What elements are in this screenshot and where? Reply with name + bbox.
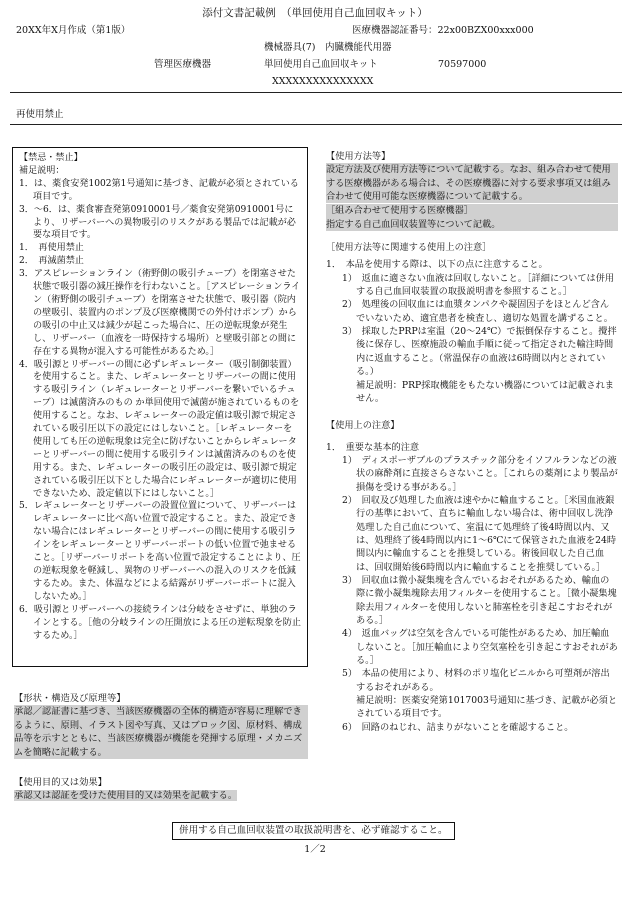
precaution-item: 1． 重要な基本的注意	[326, 441, 420, 453]
usage-note: 2） 処理後の回収血には血漿タンパクや凝固因子をほとんど含んでいないため、適宜患者を検査し、適切な処置を講ずること。	[342, 299, 613, 324]
page-number: 1／2	[304, 844, 326, 855]
usage-note: 1） 返血に適さない血液は回収しないこと。［詳細については併用する自己血回収装置の取扱説明書を参照すること。］	[342, 272, 615, 298]
header-divider-bottom	[10, 124, 622, 125]
prohibition-line: 2． 再滅菌禁止	[19, 256, 84, 267]
usage-note-supplement: 補足説明：PRP採取機能をもたない機器については記載されません。	[356, 379, 614, 404]
prohibition-line: 3．～6．は、薬食審査発第0910001号／薬食安発第0910001号により、リザーバーへの異物吸引のリスクがある製品では記載が必要な項目です。	[19, 204, 296, 241]
product-name: XXXXXXXXXXXXXXX	[272, 76, 374, 87]
combination-title: ［組み合わせて使用する医療機器］	[326, 204, 618, 217]
purpose-section	[14, 776, 308, 803]
prohibition-line: 補足説明：	[19, 165, 65, 176]
precaution-item: 5） 本品の使用により、材料のポリ塩化ビニルから可塑剤が溶出するおそれがある。	[342, 668, 610, 693]
prohibition-line: 1．は、薬食安発1002第1号通知に基づき、記載が必須とされている項目です。	[19, 178, 299, 202]
generic-name: 単回使用自己血回収キット	[264, 59, 378, 70]
prohibition-title: 【禁忌・禁止】	[19, 153, 83, 163]
form-structure-text: 承認／認証書に基づき、当該医療機器の全体的構造が容易に理解できるように、原則、イラスト図や写真、又はブロック図、原材料、構成品等を示すとともに、当該医療機器が機能を発揮する原理・メカニズムを簡略に記載する。	[14, 705, 308, 759]
created-date: 20XX年X月作成（第1版）	[16, 25, 131, 36]
prohibition-line: 3．アスピレーションライン（術野側の吸引チューブ）を閉塞させた状態で吸引器の減圧操作を行わないこと。［アスピレーションライン（術野側の吸引チューブ）を閉塞させた状態で、吸引器（院内の壁吸引、装置内のポンプ及び医療機関での外付けポンプ）からの吸引の中止又は減少が起こった場合に、圧の逆転現象が発生し、リザーバー（血液を一時保持する場所）と壁吸引部との間に存在する異物が混入する可能性があるため。］	[19, 269, 301, 357]
precautions-title: 【使用上の注意】	[326, 420, 400, 432]
form-structure-title: 【形状・構造及び原理等】	[14, 693, 126, 704]
purpose-title: 【使用目的又は効果】	[14, 777, 107, 788]
right-column	[326, 150, 618, 734]
header-divider-top	[10, 92, 622, 93]
reuse-prohibited: 再使用禁止	[16, 109, 64, 120]
usage-note: 3） 採取したPRPは室温（20～24℃）で振倒保存すること。攪拌後に保存し、医療施設の輸血手順に従って指定された輸注時間内に返血すること。（常温保存の血液は6時間以内とされている。）	[342, 326, 617, 378]
prohibition-line: 4．吸引源とリザーバーの間に必ずレギュレーター（吸引制御装置）を使用すること。また、レギュレーターとリザーバーの間に使用する吸引ライン（レギュレーターとリザーバーを繋いでいるチューブ）は滅菌済みのもの か単回使用で滅菌が施されているものを使用すること。なお、レギュレーターの設定値は吸引源で規定されている吸引圧以下の設定にはしないこと。［レギュレーターを使用しても圧の逆転現象は完全に防げないことからレギュレーターとリザーバーの間に使用する吸引ラインは滅菌済みのものを使用する。また、レギュレーターの吸引圧の設定は、吸引源で規定されている吸引圧以下とした場合にレギュレーターが適切に使用できないため、設定値以下にはしないこと。］	[19, 359, 300, 499]
precautions-list	[326, 441, 618, 735]
precaution-item: 4） 返血バッグは空気を含んでいる可能性があるため、加圧輸血しないこと。［加圧輸血により空気塞栓を引き起こすおそれがある。］	[342, 628, 618, 667]
device-class: 管理医療機器	[154, 59, 212, 70]
footer-notice: 併用する自己血回収装置の取扱説明書を、必ず確認すること。	[172, 822, 455, 840]
precaution-item: 6） 回路のねじれ、詰まりがないことを確認すること。	[342, 721, 574, 733]
combination-text: 指定する自己血回収装置等について記載。	[326, 218, 618, 231]
prohibition-line: 1． 再使用禁止	[19, 243, 84, 254]
document-title: 添付文書記載例 （単回使用自己血回収キット）	[202, 7, 428, 19]
certification-number: 医療機器認証番号：22x00BZX00xxx000	[352, 25, 534, 36]
device-category: 機械器具(7) 内臓機能代用器	[264, 42, 392, 53]
purpose-text: 承認又は認証を受けた使用目的又は効果を記載する。	[14, 790, 238, 802]
precaution-item: 1） ディスポーザブルのプラスチック部分をイソフルランなどの液状の麻酔剤に直接さらさないこと。［これらの薬剤により製品が損傷を受ける事がある。］	[342, 454, 618, 493]
precaution-supplement: 補足説明：医薬安発第1017003号通知に基づき、記載が必須とされている項目です。	[356, 695, 618, 720]
prohibition-line: 6．吸引源とリザーバーへの接続ラインは分岐をさせずに、単独のラインとする。［他の分岐ラインの圧開放による圧の逆転現象を防止するため。］	[19, 604, 301, 641]
form-structure-section	[14, 692, 308, 759]
prohibition-line: 5．レギュレーターとリザーバーの設置位置について、リザーバーはレギュレーターに比べ高い位置で設定すること。また、設定できない場合にはレギュレーターとリザーバーの間に使用する吸引ラインをレギュレーターとリザーバーポートの低い位置で弛ませること。［リザーバーリポートを高い位置で設定することにより、圧の逆転現象を軽減し、異物のリザーバーへの混入のリスクを低減するため。また、体温などによる結露がリザーバーポートに混入しないため。］	[19, 501, 301, 602]
prohibition-box	[12, 147, 308, 667]
usage-title: 【使用方法等】	[326, 151, 391, 162]
jmdn-code: 70597000	[438, 59, 487, 70]
usage-note: 1． 本品を使用する際は、以下の点に注意すること。	[326, 259, 548, 271]
usage-notes-list	[326, 258, 618, 405]
precaution-item: 3） 回収血は微小凝集塊を含んでいるおそれがあるため、輸血の際に微小凝集塊除去用フィルターを使用すること。［微小凝集塊除去用フィルターを使用しないと肺塞栓を引き起こすおそれがある。］	[342, 574, 617, 626]
precaution-item: 2） 回収及び処理した血液は速やかに輸血すること。［米国血液銀行の基準において、直ちに輸血しない場合は、術中回収し洗浄処理した自己血について、室温にて処理終了後4時間以内、又は、処理終了後4時間以内に1～6℃にて保管された血液を24時間以内に輸血することを推奨している。術後回収した自己血は、回収開始後6時間以内に輸血することを推奨している。］	[342, 494, 617, 573]
usage-text: 設定方法及び使用方法等について記載する。なお、組み合わせて使用する医療機器がある場合は、その医療機器に対する要求事項又は組み合わせて使用可能な医療機器について記載する。	[326, 163, 618, 203]
usage-notes-title: ［使用方法等に関連する使用上の注意］	[326, 242, 492, 254]
